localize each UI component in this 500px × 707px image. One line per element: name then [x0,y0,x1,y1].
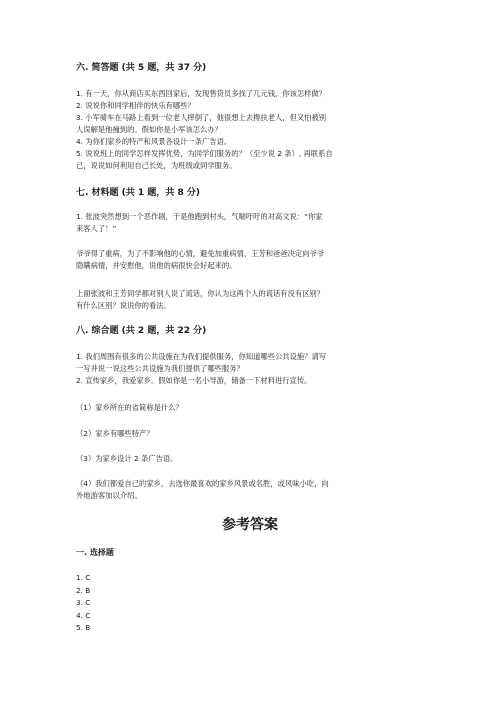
section-8-questions [76,351,436,387]
text-line: 上面张波和王芳同学都对别人说了谎话，你认为这两个人的谎话有没有区别？ [76,289,325,298]
answer-section-heading: 一. 选择题 [76,548,114,557]
answer-item: 3. C [76,598,91,607]
section-7-heading: 七. 材料题 (共 1 题，共 8 分) [76,188,200,198]
text-line: 外地游客加以介绍。 [76,491,142,500]
question-line: 2. 宣传家乡，我爱家乡。假如你是一名小导游，储备一下材料进行宣传。 [76,376,312,385]
question-line: 3. 小军骑车在马路上看到一位老人摔倒了，他很想上去搀扶老人，但又怕被别 [76,113,327,122]
question-line: 己，说说如何利用自己长处，为班级或同学服务。 [76,161,237,170]
question-line: 1. 有一天，你从商店买东西回家后，发现售货员多找了几元钱，你该怎样做？ [76,89,327,98]
answer-item: 5. B [76,623,91,632]
sub-question-2: （2）家乡有哪些特产？ [76,429,154,438]
question-line: 人误解是他撞到的。假如你是小军该怎么办？ [76,125,222,134]
section-8-heading: 八. 综合题 (共 2 题，共 22 分) [76,326,207,336]
text-line: （4）我们都爱自己的家乡，去选你最喜欢的家乡风景或名胜，或风味小吃，向 [76,479,329,488]
answer-item: 2. B [76,585,91,595]
sub-question-4 [76,478,436,502]
text-line: 爷爷得了重病，为了不影响他的心情，避免加重病情，王芳和爸爸决定向爷爷 [76,249,325,258]
question-line: 2. 说说你和同学相伴的快乐有哪些？ [76,101,195,110]
text-line: 隐瞒病情，并安慰他，说他的病很快会好起来的。 [76,261,237,270]
answer-list [76,572,436,635]
question-line: 1. 我们周围有很多的公共设施在为我们提供服务，你知道哪些公共设施？请写 [76,352,327,361]
answer-item: 1. C [76,573,91,582]
text-line: 1. 张波突然想到一个恶作剧，于是他跑到村头，气喘吁吁的对高文说：“你家 [76,212,323,221]
section-6-heading: 六. 简答题 (共 5 题，共 37 分) [76,63,207,73]
question-line: 4. 为你们家乡的特产和风景各设计一条广告语。 [76,137,232,146]
text-line: 有什么区别？说说你的看法。 [76,301,171,310]
material-paragraph-1 [76,211,436,235]
sub-question-3: （3）为家乡设计 2 条广告语。 [76,454,178,463]
question-line: 一写并说一说这些公共设施为我们提供了哪些服务？ [76,364,244,373]
sub-question-1: （1）家乡所在的省简称是什么？ [76,403,183,412]
question-line: 5. 说说班上的同学怎样发挥优势，为同学们服务的？（至少说 2 条）, 再联系自 [76,149,333,158]
material-paragraph-3 [76,288,436,312]
section-6-questions [76,88,436,172]
answer-item: 4. C [76,610,91,620]
material-paragraph-2 [76,248,436,272]
answer-key-title: 参考答案 [222,517,278,533]
text-line: 来客人了！” [76,224,117,233]
